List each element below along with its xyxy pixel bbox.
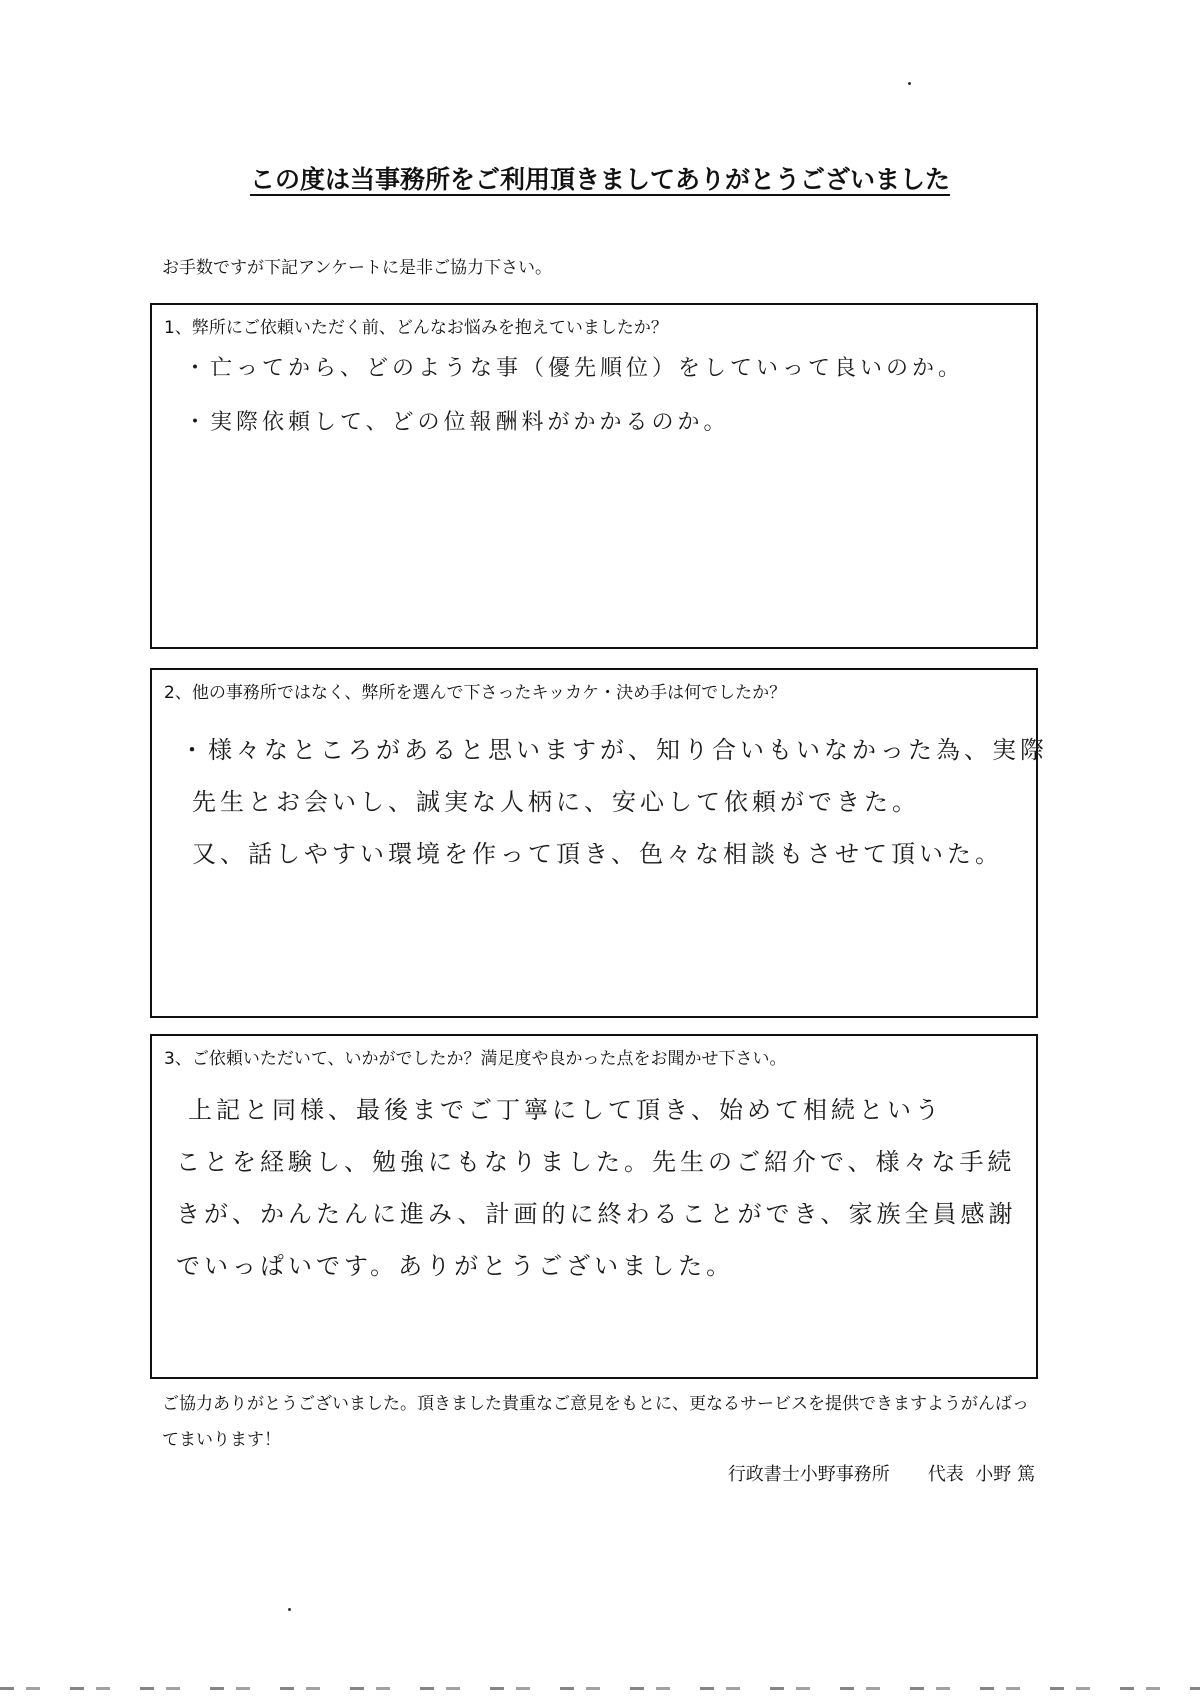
scan-edge-artifact [0,1687,1200,1690]
question-box-1 [150,303,1038,649]
answer-line: きが、かんたんに進み、計画的に終わることができ、家族全員感謝 [176,1200,1017,1228]
answer-line: でいっぱいです。ありがとうございました。 [176,1252,735,1280]
answer-line: ・亡ってから、どのような事（優先順位）をしていって良いのか。 [184,356,965,381]
answer-line: 又、話しやすい環境を作って頂き、色々な相談もさせて頂いた。 [192,840,1004,868]
page-title-text: この度は当事務所をご利用頂きましてありがとうございました [249,165,950,194]
answer-line: 先生とお会いし、誠実な人柄に、安心して依頼ができた。 [192,788,920,816]
question-label-2: 2、他の事務所ではなく、弊所を選んで下さったキッカケ・決め手は何でしたか？ [164,683,787,703]
representative-title: 代表 [927,1464,964,1485]
question-label-1: 1、弊所にご依頼いただく前、どんなお悩みを抱えていましたか？ [164,318,668,338]
question-box-2 [150,668,1048,1018]
office-name: 行政書士小野事務所 [727,1464,890,1485]
survey-intro: お手数ですが下記アンケートに是非ご協力下さい。 [162,258,552,278]
closing-message: ご協力ありがとうございました。頂きました貴重なご意見をもとに、更なるサービスを提供できますようがんばってまいります！ [162,1394,1029,1450]
page-title [0,160,1200,196]
question-box-3 [150,1034,1038,1379]
answer-line: ・実際依頼して、どの位報酬料がかかるのか。 [184,410,730,435]
signature-block [728,1460,1035,1486]
answer-line: ことを経験し、勉強にもなりました。先生のご紹介で、様々な手続 [176,1148,1016,1176]
answer-line: ・様々なところがあると思いますが、知り合いもいなかった為、実際 [180,736,1048,764]
scan-speck [908,82,911,85]
representative-name: 小野 篤 [975,1464,1035,1485]
scan-speck [288,1608,291,1611]
question-label-3: 3、ご依頼いただいて、いかがでしたか？満足度や良かった点をお聞かせ下さい。 [164,1049,787,1069]
answer-line: 上記と同様、最後までご丁寧にして頂き、始めて相続という [188,1096,944,1124]
